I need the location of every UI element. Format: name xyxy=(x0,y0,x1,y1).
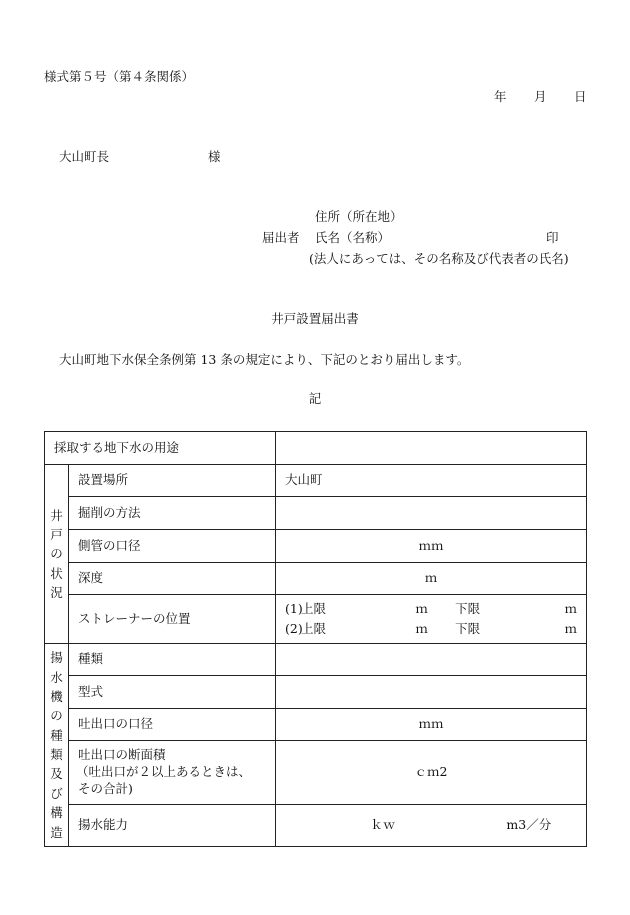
well-status-group-label xyxy=(45,465,69,644)
pump-group-char: 水 xyxy=(50,669,63,685)
location-row xyxy=(45,465,587,497)
casing-value-field[interactable] xyxy=(276,530,587,563)
strainer-unit-1b: ｍ xyxy=(564,600,577,616)
outlet-area-value-field[interactable] xyxy=(276,741,587,805)
pump-model-row xyxy=(45,676,587,709)
pump-group-char: 類 xyxy=(50,747,63,762)
date-day: 日 xyxy=(574,89,587,104)
outlet-area-row xyxy=(45,741,587,805)
pump-type-label: 種類 xyxy=(69,644,276,676)
pump-group-char: び xyxy=(50,785,63,801)
date-month: 月 xyxy=(534,89,547,104)
pump-group-char: 種 xyxy=(50,727,63,743)
well-status-group-char: 戸 xyxy=(50,526,63,542)
address-label: 住所（所在地） xyxy=(315,209,403,224)
strainer-index-1: (1) xyxy=(285,600,303,616)
pump-model-label: 型式 xyxy=(69,676,276,709)
depth-unit: ｍ xyxy=(424,570,438,586)
location-value: 大山町 xyxy=(285,472,323,488)
capacity-unit-kw: ｋｗ xyxy=(370,817,396,833)
pump-capacity-value-field[interactable] xyxy=(276,805,587,847)
seal-mark: 印 xyxy=(546,230,559,245)
name-label: 氏名（名称） xyxy=(315,230,391,245)
strainer-unit-2b: ｍ xyxy=(564,620,577,636)
casing-row xyxy=(45,530,587,563)
drilling-label: 掘削の方法 xyxy=(69,497,276,530)
outlet-diameter-unit: ｍｍ xyxy=(418,716,444,732)
outlet-area-label xyxy=(69,741,276,805)
well-status-group-char: 状 xyxy=(50,565,63,581)
purpose-label: 採取する地下水の用途 xyxy=(45,432,276,465)
purpose-value-field[interactable] xyxy=(276,432,587,465)
strainer-line-1 xyxy=(285,599,577,619)
pump-group-char: 及 xyxy=(50,766,63,782)
strainer-lower-label-2: 下限 xyxy=(455,620,481,636)
pump-capacity-row xyxy=(45,805,587,847)
well-status-group-char: 況 xyxy=(50,585,63,601)
pump-model-value-field[interactable] xyxy=(276,676,587,709)
depth-label: 深度 xyxy=(69,563,276,595)
drilling-value-field[interactable] xyxy=(276,497,587,530)
outlet-diameter-label: 吐出口の口径 xyxy=(69,709,276,741)
drilling-row xyxy=(45,497,587,530)
notifier-role-label: 届出者 xyxy=(262,230,300,245)
capacity-unit-flow: m3／分 xyxy=(506,817,552,833)
pump-group-char: 機 xyxy=(50,688,63,704)
depth-value-field[interactable] xyxy=(276,563,587,595)
date-year: 年 xyxy=(494,89,507,104)
pump-type-row xyxy=(45,644,587,676)
outlet-area-label-line2: （吐出口が２以上あるときは、 xyxy=(76,764,252,780)
outlet-diameter-row xyxy=(45,709,587,741)
outlet-area-unit: ｃｍ2 xyxy=(414,764,448,780)
strainer-row xyxy=(45,595,587,644)
outlet-area-label-line1: 吐出口の断面積 xyxy=(78,747,166,763)
strainer-lower-label-1: 下限 xyxy=(455,600,481,616)
form-number: 様式第５号（第４条関係） xyxy=(44,69,195,84)
strainer-index-2: (2) xyxy=(285,620,303,636)
pump-group-label xyxy=(45,644,69,847)
casing-label: 側管の口径 xyxy=(69,530,276,563)
strainer-upper-label-2: 上限 xyxy=(301,620,327,636)
strainer-unit-2a: ｍ xyxy=(415,620,428,636)
location-value-field[interactable] xyxy=(276,465,587,497)
document-title: 井戸設置届出書 xyxy=(271,311,359,326)
strainer-unit-1a: ｍ xyxy=(415,600,428,616)
pump-type-value-field[interactable] xyxy=(276,644,587,676)
strainer-upper-label-1: 上限 xyxy=(301,600,327,616)
strainer-label: ストレーナーの位置 xyxy=(69,595,276,644)
depth-row xyxy=(45,563,587,595)
addressee: 大山町長 xyxy=(59,149,110,164)
ki-mark: 記 xyxy=(308,391,322,406)
intro-text: 大山町地下水保全条例第 13 条の規定により、下記のとおり届出します。 xyxy=(59,352,470,367)
strainer-value-field[interactable] xyxy=(276,595,587,644)
well-status-group-char: 井 xyxy=(50,507,63,523)
pump-group-char: の xyxy=(50,708,63,724)
pump-capacity-label: 揚水能力 xyxy=(69,805,276,847)
strainer-line-2 xyxy=(285,619,577,639)
purpose-row xyxy=(45,432,587,465)
honorific: 様 xyxy=(208,149,221,164)
outlet-diameter-value-field[interactable] xyxy=(276,709,587,741)
outlet-area-label-line3: その合計) xyxy=(78,780,133,796)
pump-group-char: 造 xyxy=(50,824,63,840)
pump-group-char: 揚 xyxy=(50,650,63,666)
well-notification-table xyxy=(44,431,587,847)
casing-unit: ｍｍ xyxy=(418,537,444,553)
well-status-group-char: の xyxy=(50,546,63,562)
location-label: 設置場所 xyxy=(69,465,276,497)
pump-group-char: 構 xyxy=(50,805,63,821)
corporation-note: (法人にあっては、その名称及び代表者の氏名) xyxy=(309,251,569,266)
